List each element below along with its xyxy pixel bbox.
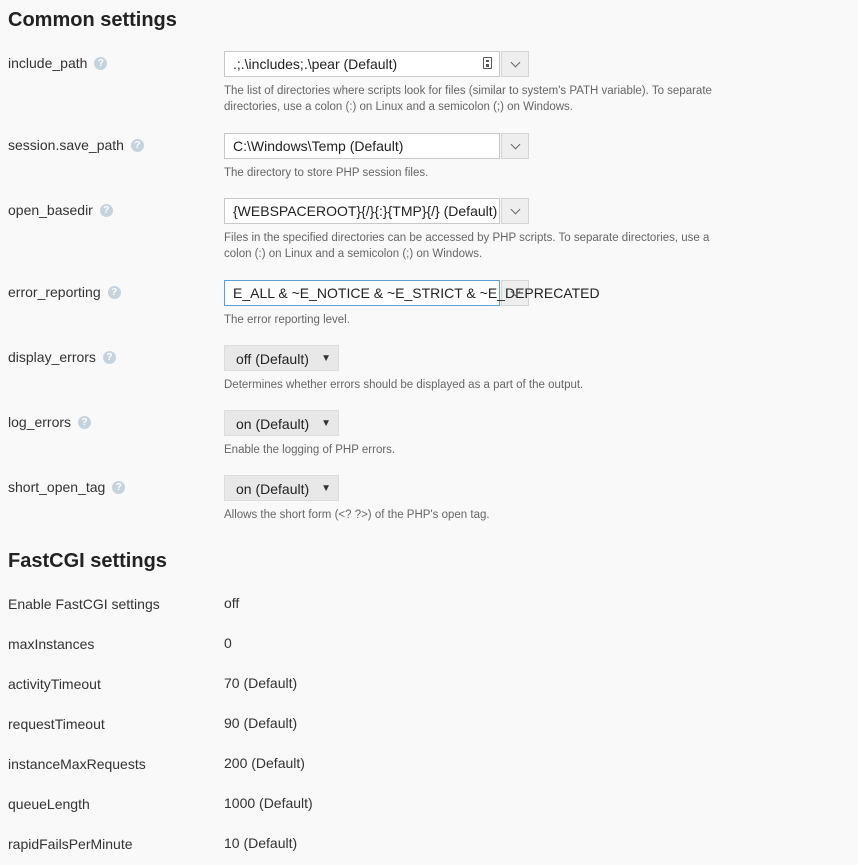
- fastcgi-settings-title: FastCGI settings: [8, 550, 167, 572]
- display-errors-label: display_errors: [8, 349, 96, 365]
- error-reporting-value: E_ALL & ~E_NOTICE & ~E_STRICT & ~E_DEPRECATED: [233, 285, 600, 301]
- fastcgi-row-label: activityTimeout: [8, 676, 101, 692]
- error-reporting-combobox[interactable]: [224, 280, 600, 306]
- include-path-input[interactable]: [224, 51, 500, 77]
- session-save-path-value: C:\Windows\Temp (Default): [233, 138, 404, 154]
- fastcgi-row-label: instanceMaxRequests: [8, 756, 146, 772]
- log-errors-description: Enable the logging of PHP errors.: [224, 444, 396, 456]
- include-path-value: .;.\includes;.\pear (Default): [233, 56, 398, 72]
- short-open-tag-description: Allows the short form (<? ?>) of the PHP's open tag.: [224, 509, 490, 521]
- chevron-down-icon: [510, 205, 520, 215]
- error-reporting-description: The error reporting level.: [224, 314, 350, 326]
- session-save-path-label-row: [8, 137, 144, 153]
- dropdown-arrow-icon: ▼: [321, 353, 331, 364]
- open-basedir-value: {WEBSPACEROOT}{/}{:}{TMP}{/} (Default): [233, 203, 498, 219]
- open-basedir-dropdown-button[interactable]: [501, 198, 529, 224]
- dropdown-arrow-icon: ▼: [321, 483, 331, 494]
- fastcgi-row-value: 0: [224, 635, 232, 651]
- include-path-label: include_path: [8, 55, 88, 71]
- fastcgi-row-label: maxInstances: [8, 636, 95, 652]
- help-icon[interactable]: ?: [131, 139, 144, 152]
- fastcgi-row-value: 70 (Default): [224, 675, 298, 691]
- fastcgi-row-label: Enable FastCGI settings: [8, 596, 160, 612]
- session-save-path-dropdown-button[interactable]: [501, 133, 529, 159]
- open-basedir-label-row: [8, 202, 113, 218]
- fastcgi-row-label: requestTimeout: [8, 716, 105, 732]
- dropdown-arrow-icon: ▼: [321, 418, 331, 429]
- display-errors-value: off (Default): [236, 351, 309, 367]
- chevron-down-icon: [510, 58, 520, 68]
- help-icon[interactable]: ?: [112, 481, 125, 494]
- display-errors-select[interactable]: [224, 345, 339, 371]
- session-save-path-description: The directory to store PHP session files.: [224, 167, 429, 179]
- error-reporting-input[interactable]: [224, 280, 600, 306]
- fastcgi-row-value: off: [224, 595, 240, 611]
- session-save-path-input[interactable]: [224, 133, 500, 159]
- short-open-tag-label: short_open_tag: [8, 479, 106, 495]
- session-save-path-combobox[interactable]: [224, 133, 529, 159]
- fastcgi-row-value: 200 (Default): [224, 755, 305, 771]
- fastcgi-row-label: queueLength: [8, 796, 90, 812]
- open-basedir-input[interactable]: [224, 198, 500, 224]
- log-errors-label: log_errors: [8, 414, 72, 430]
- short-open-tag-label-row: [8, 479, 125, 495]
- log-errors-value: on (Default): [236, 416, 310, 432]
- open-basedir-combobox[interactable]: [224, 198, 529, 224]
- help-icon[interactable]: ?: [100, 204, 113, 217]
- fastcgi-row-label: rapidFailsPerMinute: [8, 836, 133, 852]
- document-icon[interactable]: [483, 57, 492, 69]
- help-icon[interactable]: ?: [108, 286, 121, 299]
- fastcgi-row-value: 90 (Default): [224, 715, 298, 731]
- session-save-path-label: session.save_path: [8, 137, 124, 153]
- help-icon[interactable]: ?: [103, 351, 116, 364]
- error-reporting-label-row: [8, 284, 121, 300]
- include-path-combobox[interactable]: [224, 51, 529, 77]
- fastcgi-row-value: 1000 (Default): [224, 795, 313, 811]
- short-open-tag-select[interactable]: [224, 475, 339, 501]
- help-icon[interactable]: ?: [78, 416, 91, 429]
- log-errors-label-row: [8, 414, 91, 430]
- short-open-tag-value: on (Default): [236, 481, 310, 497]
- error-reporting-label: error_reporting: [8, 284, 101, 300]
- help-icon[interactable]: ?: [94, 57, 107, 70]
- common-settings-title: Common settings: [8, 9, 177, 31]
- chevron-down-icon: [510, 140, 520, 150]
- open-basedir-label: open_basedir: [8, 202, 93, 218]
- open-basedir-description: Files in the specified directories can be accessed by PHP scripts. To separate directories, use a colon (:) on Linux and a semicolon (;) on Windows.: [224, 232, 710, 260]
- include-path-description: The list of directories where scripts look for files (similar to system's PATH variable). To separate directories, use a colon (:) on Linux and a semicolon (;) on Windows.: [224, 85, 712, 113]
- include-path-dropdown-button[interactable]: [501, 51, 529, 77]
- display-errors-label-row: [8, 349, 116, 365]
- include-path-label-row: [8, 55, 107, 71]
- log-errors-select[interactable]: [224, 410, 339, 436]
- fastcgi-row-value: 10 (Default): [224, 835, 298, 851]
- display-errors-description: Determines whether errors should be displayed as a part of the output.: [224, 379, 584, 391]
